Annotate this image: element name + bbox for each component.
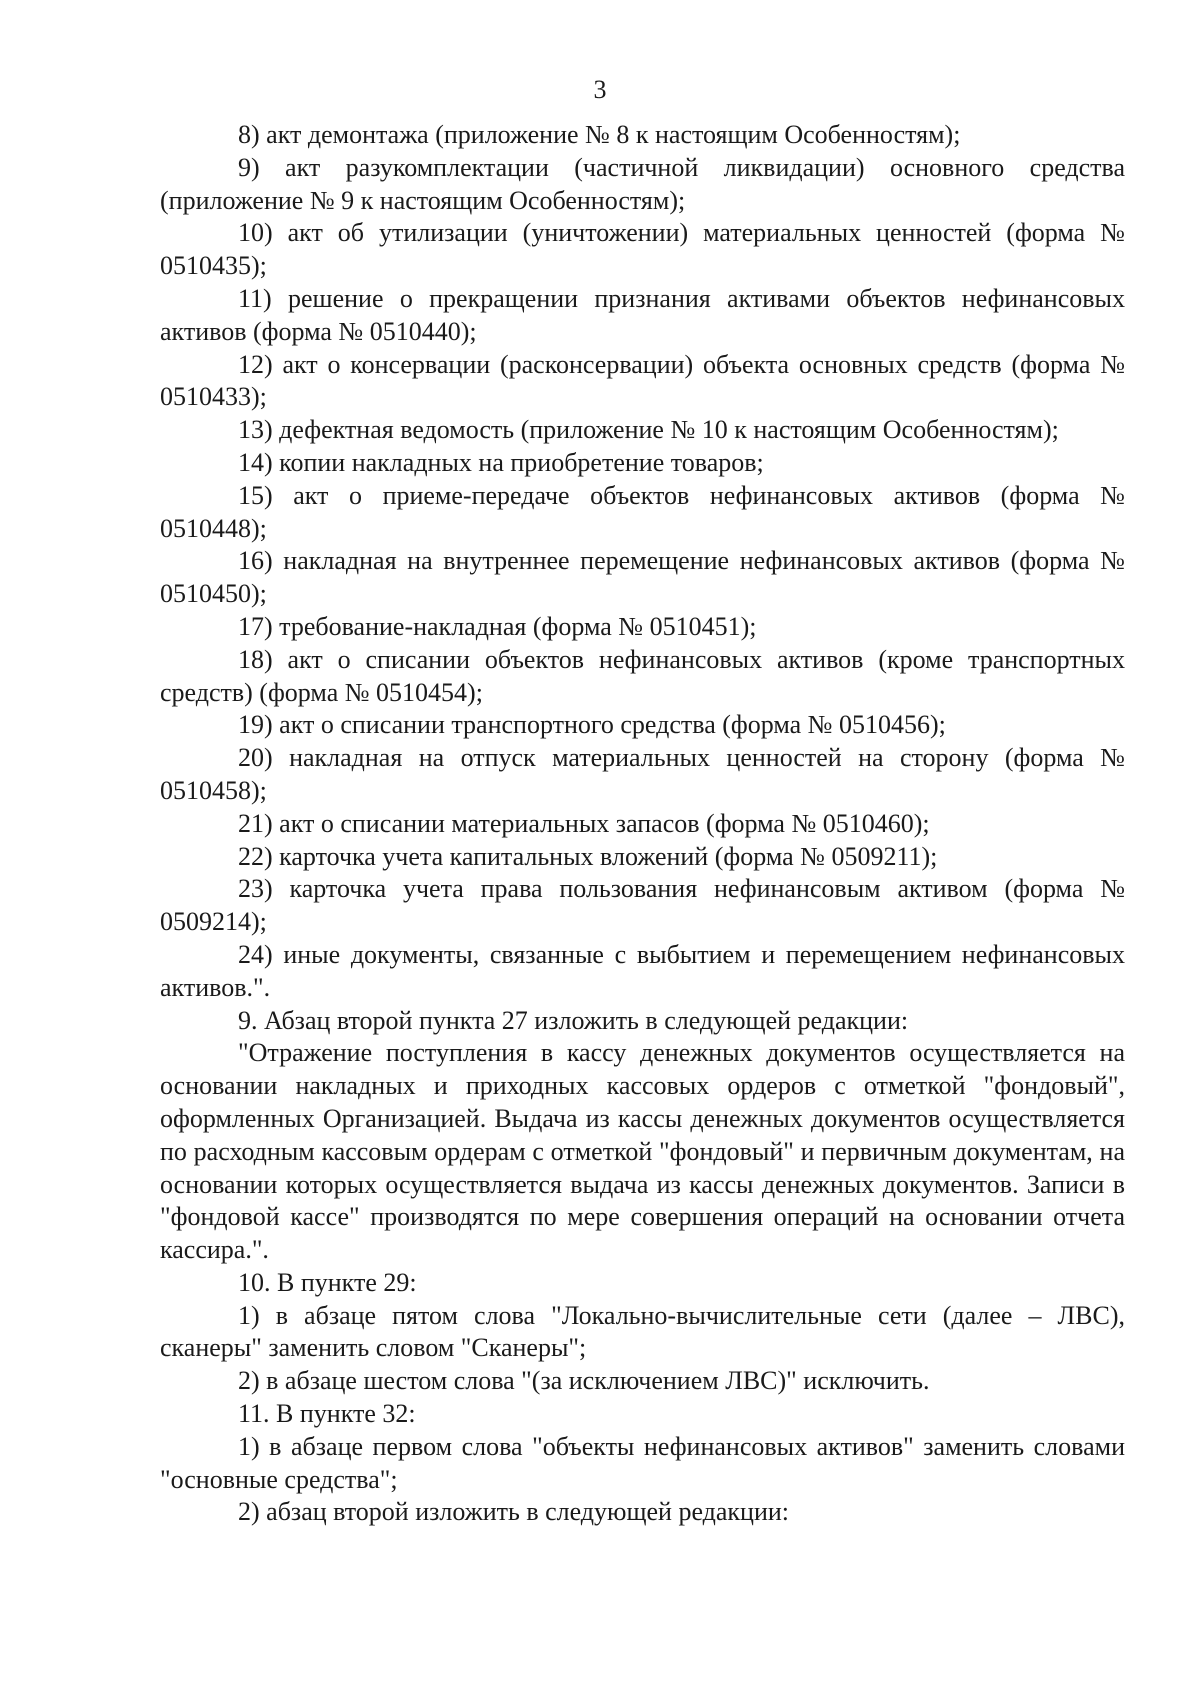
paragraph: 10) акт об утилизации (уничтожении) материальных ценностей (форма № 0510435); [160, 218, 1125, 281]
paragraph: 10. В пункте 29: [238, 1267, 417, 1297]
paragraph: 19) акт о списании транспортного средства (форма № 0510456); [238, 710, 946, 740]
paragraph: 16) накладная на внутреннее перемещение нефинансовых активов (форма № 0510450); [160, 546, 1125, 609]
paragraph: 12) акт о консервации (расконсервации) объекта основных средств (форма № 0510433); [160, 349, 1125, 412]
paragraph: 1) в абзаце первом слова "объекты нефинансовых активов" заменить словами "основные средства"; [160, 1431, 1125, 1494]
paragraph: 17) требование-накладная (форма № 0510451); [238, 611, 757, 641]
paragraph: 23) карточка учета права пользования нефинансовым активом (форма № 0509214); [160, 874, 1125, 937]
paragraph: 11. В пункте 32: [238, 1399, 416, 1429]
document-body [160, 119, 1125, 1529]
paragraph: 2) в абзаце шестом слова "(за исключением ЛВС)" исключить. [238, 1366, 930, 1396]
paragraph: 20) накладная на отпуск материальных ценностей на сторону (форма № 0510458); [160, 743, 1125, 805]
paragraph: 9) акт разукомплектации (частичной ликвидации) основного средства (приложение № 9 к настоящим Особенностям); [160, 152, 1125, 215]
paragraph: 21) акт о списании материальных запасов (форма № 0510460); [238, 808, 930, 838]
paragraph: 22) карточка учета капитальных вложений (форма № 0509211); [238, 841, 938, 871]
page-number: 3 [593, 75, 607, 104]
paragraph: 8) акт демонтажа (приложение № 8 к настоящим Особенностям); [238, 120, 961, 149]
paragraph: "Отражение поступления в кассу денежных документов осуществляется на основании накладных и приходных кассовых ордеров с отметкой "фондовый", оформленных Организацией. Выдача из кассы денежных документов осуществляется по расходным кассовым ордерам с отметкой "фондовый" и первичным документам, на основании которых осуществляется выдача из кассы денежных документов. Записи в "фондовой кассе" производятся по мере совершения операций на основании отчета кассира.". [160, 1038, 1125, 1265]
paragraph: 9. Абзац второй пункта 27 изложить в следующей редакции: [238, 1005, 909, 1035]
paragraph: 13) дефектная ведомость (приложение № 10 к настоящим Особенностям); [238, 415, 1059, 445]
paragraph: 11) решение о прекращении признания активами объектов нефинансовых активов (форма № 0510440); [160, 283, 1125, 346]
paragraph: 2) абзац второй изложить в следующей редакции: [238, 1497, 790, 1527]
paragraph: 18) акт о списании объектов нефинансовых активов (кроме транспортных средств) (форма № 0510454); [160, 644, 1125, 707]
paragraph: 1) в абзаце пятом слова "Локально-вычислительные сети (далее – ЛВС), сканеры" заменить словом "Сканеры"; [160, 1300, 1125, 1363]
paragraph: 15) акт о приеме-передаче объектов нефинансовых активов (форма № 0510448); [160, 480, 1125, 543]
paragraph: 14) копии накладных на приобретение товаров; [238, 447, 764, 477]
paragraph: 24) иные документы, связанные с выбытием и перемещением нефинансовых активов.". [160, 939, 1125, 1002]
